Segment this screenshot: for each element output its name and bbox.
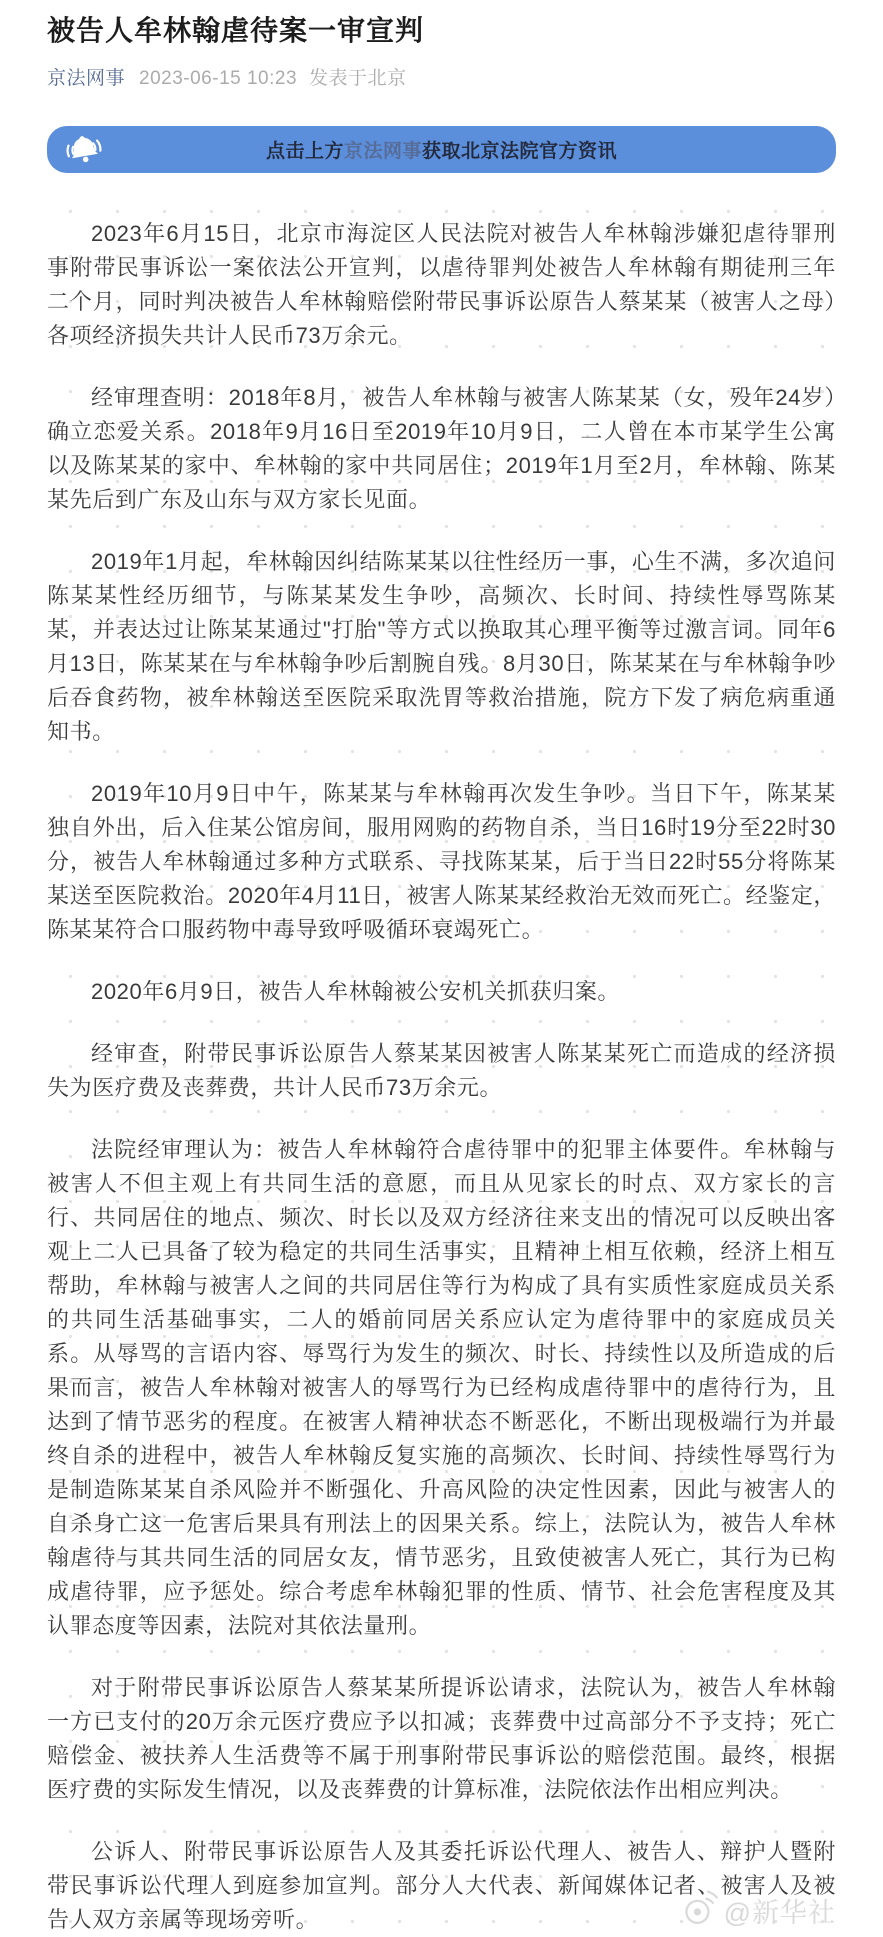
bell-icon xyxy=(61,131,107,169)
paragraph-abuse-details: 2019年1月起，牟林翰因纠结陈某某以往性经历一事，心生不满，多次追问陈某某性经历细节，与陈某某发生争吵，高频次、长时间、持续性辱骂陈某某，并表达过让陈某某通过"打胎"等方式以换取其心理平衡等过激言词。同年6月13日，陈某某在与牟林翰争吵后割腕自残。8月30日，陈某某在与牟林翰争吵后吞食药物，被牟林翰送至医院采取洗胃等救治措施，院方下发了病危病重通知书。 xyxy=(47,548,836,744)
article-body xyxy=(47,173,836,1937)
watermark xyxy=(681,1888,836,1933)
paragraph-attendance: 公诉人、附带民事诉讼原告人及其委托诉讼代理人、被告人、辩护人暨附带民事诉讼代理人到庭参加宣判。部分人大代表、新闻媒体记者、被害人及被告人双方亲属等现场旁听。 xyxy=(47,1838,836,1932)
follow-banner[interactable] xyxy=(47,126,836,173)
paragraph-civil-ruling: 对于附带民事诉讼原告人蔡某某所提诉讼请求，法院认为，被告人牟林翰一方已支付的20万余元医疗费应予以扣减；丧葬费中过高部分不予支持；死亡赔偿金、被扶养人生活费等不属于刑事附带民事诉讼的赔偿范围。最终，根据医疗费的实际发生情况，以及丧葬费的计算标准，法院依法作出相应判决。 xyxy=(47,1674,836,1802)
banner-text-suffix: 获取北京法院官方资讯 xyxy=(422,140,618,162)
paragraph-court-opinion: 法院经审理认为：被告人牟林翰符合虐待罪中的犯罪主体要件。牟林翰与被害人不但主观上有共同生活的意愿，而且从见家长的时点、双方家长的言行、共同居住的地点、频次、时长以及双方经济往来支出的情况可以反映出客观上二人已具备了较为稳定的共同生活事实，且精神上相互依赖，经济上相互帮助，牟林翰与被害人之间的共同居住等行为构成了具有实质性家庭成员关系的共同生活基础事实，二人的婚前同居关系应认定为虐待罪中的家庭成员关系。从辱骂的言语内容、辱骂行为发生的频次、时长、持续性以及所造成的后果而言，被告人牟林翰对被害人的辱骂行为已经构成虐待罪中的虐待行为，且达到了情节恶劣的程度。在被害人精神状态不断恶化，不断出现极端行为并最终自杀的进程中，被告人牟林翰反复实施的高频次、长时间、持续性辱骂行为是制造陈某某自杀风险并不断强化、升高风险的决定性因素，因此与被害人的自杀身亡这一危害后果具有刑法上的因果关系。综上，法院认为，被告人牟林翰虐待与其共同生活的同居女友，情节恶劣，且致使被害人死亡，其行为已构成虐待罪，应予惩处。综合考虑牟林翰犯罪的性质、情节、社会危害程度及其认罪态度等因素，法院对其依法量刑。 xyxy=(47,1136,836,1638)
banner-text xyxy=(266,136,617,163)
weibo-logo-icon xyxy=(681,1888,721,1933)
official-account-link[interactable]: 京法网事 xyxy=(47,67,126,89)
watermark-text: @新华社 xyxy=(723,1897,836,1928)
page-title: 被告人牟林翰虐待案一审宣判 xyxy=(47,15,425,46)
paragraph-civil-losses: 经审查，附带民事诉讼原告人蔡某某因被害人陈某某死亡而造成的经济损失为医疗费及丧葬费，共计人民币73万余元。 xyxy=(47,1040,836,1100)
banner-text-prefix: 点击上方 xyxy=(265,140,344,162)
byline xyxy=(47,63,836,90)
publish-datetime: 2023-06-15 10:23 xyxy=(139,67,298,89)
publish-location: 发表于北京 xyxy=(309,67,407,89)
paragraph-facts-relationship: 经审理查明：2018年8月，被告人牟林翰与被害人陈某某（女，殁年24岁）确立恋爱关系。2018年9月16日至2019年10月9日，二人曾在本市某学生公寓以及陈某某的家中、牟林翰的家中共同居住；2019年1月至2月，牟林翰、陈某某先后到广东及山东与双方家长见面。 xyxy=(47,384,836,512)
banner-account-name: 京法网事 xyxy=(343,140,422,162)
paragraph-arrest: 2020年6月9日，被告人牟林翰被公安机关抓获归案。 xyxy=(91,978,621,1004)
paragraph-suicide-death: 2019年10月9日中午，陈某某与牟林翰再次发生争吵。当日下午，陈某某独自外出，后入住某公馆房间，服用网购的药物自杀，当日16时19分至22时30分，被告人牟林翰通过多种方式联系、寻找陈某某，后于当日22时55分将陈某某送至医院救治。2020年4月11日，被害人陈某某经救治无效而死亡。经鉴定，陈某某符合口服药物中毒导致呼吸循环衰竭死亡。 xyxy=(47,780,836,942)
paragraph-verdict: 2023年6月15日，北京市海淀区人民法院对被告人牟林翰涉嫌犯虐待罪刑事附带民事诉讼一案依法公开宣判，以虐待罪判处被告人牟林翰有期徒刑三年二个月，同时判决被告人牟林翰赔偿附带民事诉讼原告人蔡某某（被害人之母）各项经济损失共计人民币73万余元。 xyxy=(47,220,836,348)
